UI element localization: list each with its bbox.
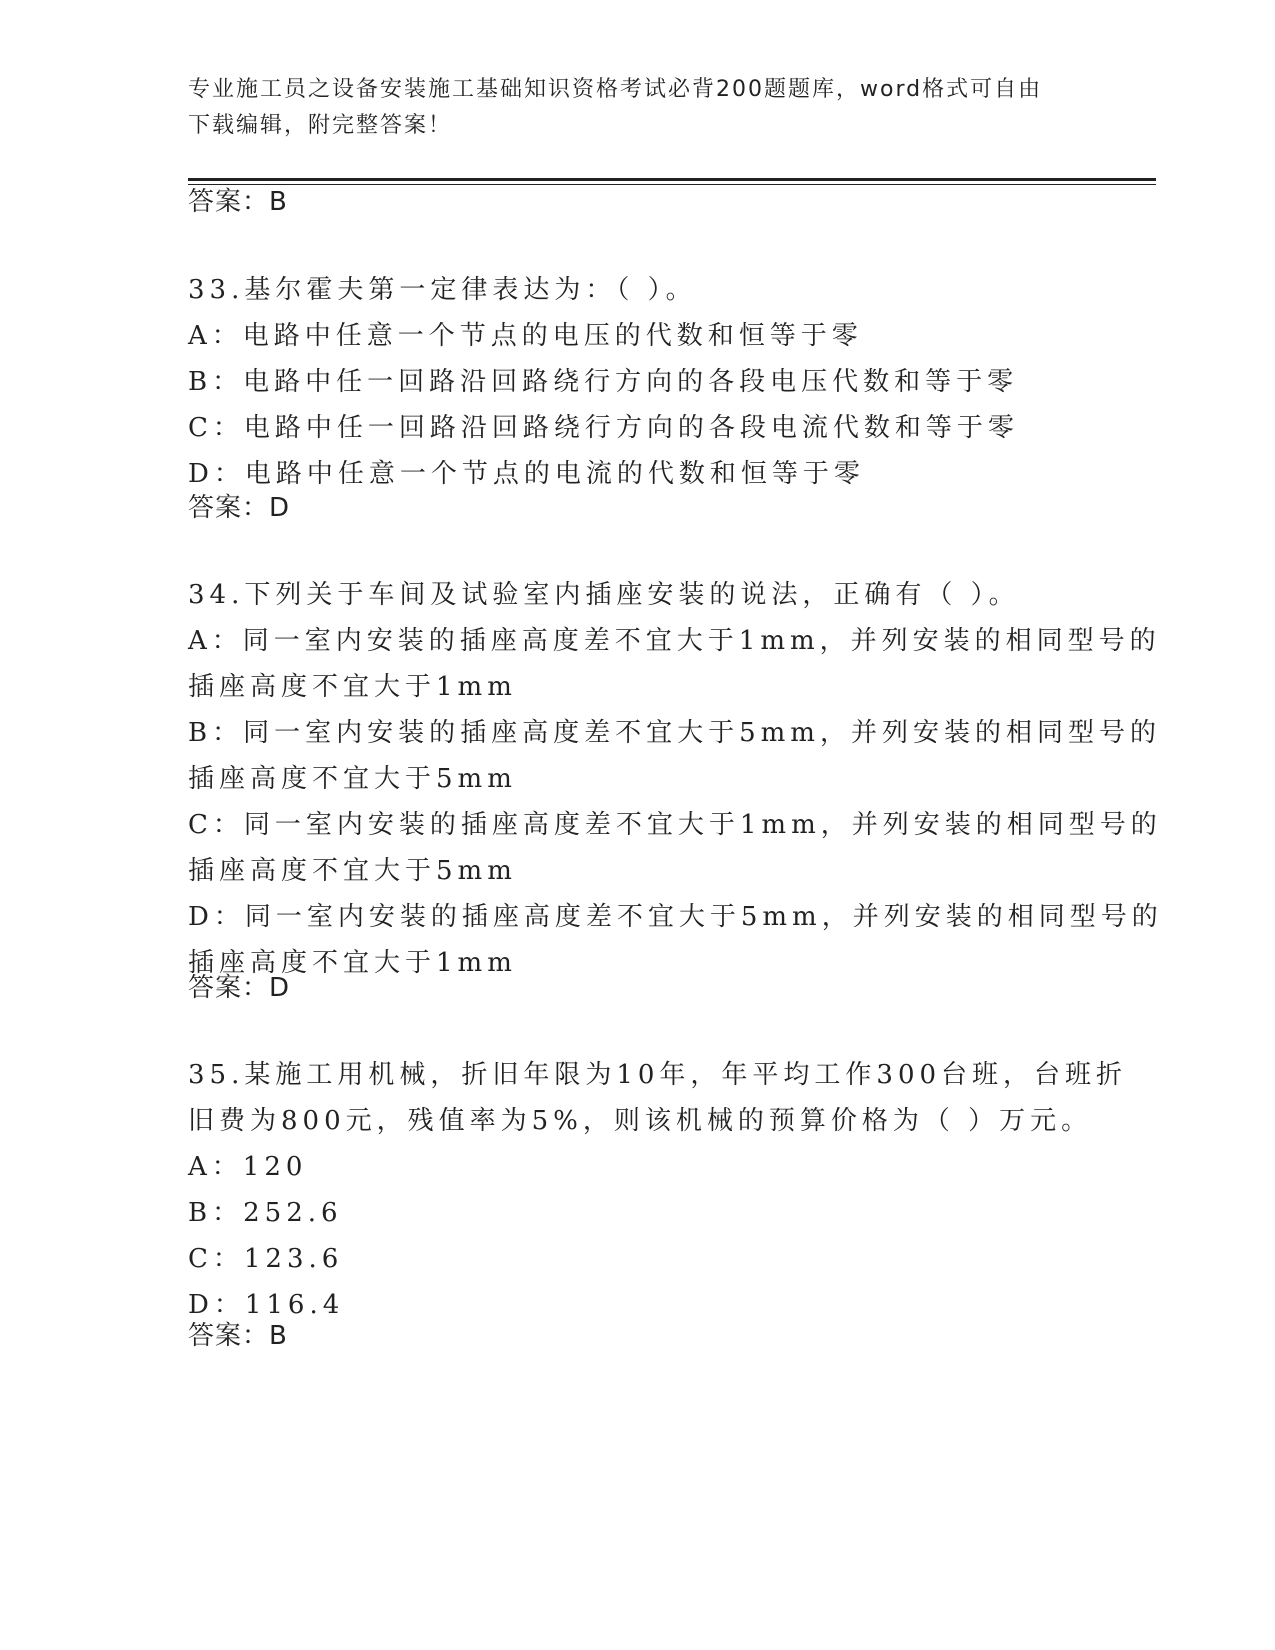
answer-33: 答案：D [188, 493, 291, 523]
option-d-line-2: 插座高度不宜大于1mm [188, 948, 517, 978]
question-stem-line-1: 35.某施工用机械，折旧年限为10年，年平均工作300台班，台班折 [188, 1060, 1128, 1090]
question-34 [188, 572, 1163, 986]
question-stem: 34.下列关于车间及试验室内插座安装的说法，正确有（ ）。 [188, 580, 1020, 610]
option-b: B：252.6 [188, 1198, 343, 1228]
option-a-line-1: A：同一室内安装的插座高度差不宜大于1mm，并列安装的相同型号的 [188, 626, 1161, 656]
option-b: B：电路中任一回路沿回路绕行方向的各段电压代数和等于零 [188, 367, 1019, 397]
option-b-line-1: B：同一室内安装的插座高度差不宜大于5mm，并列安装的相同型号的 [188, 718, 1161, 748]
option-d: D：116.4 [188, 1290, 345, 1320]
answer-35: 答案：B [188, 1321, 288, 1351]
option-a-line-2: 插座高度不宜大于1mm [188, 672, 517, 702]
option-c: C：123.6 [188, 1244, 344, 1274]
header-line-2: 下载编辑，附完整答案！ [188, 113, 453, 138]
option-c-line-1: C：同一室内安装的插座高度差不宜大于1mm，并列安装的相同型号的 [188, 810, 1162, 840]
question-35 [188, 1052, 1128, 1328]
option-d-line-1: D：同一室内安装的插座高度差不宜大于5mm，并列安装的相同型号的 [188, 902, 1163, 932]
header-divider-thin [188, 184, 1156, 185]
question-stem: 33.基尔霍夫第一定律表达为：（ ）。 [188, 275, 697, 305]
document-header [188, 72, 1068, 144]
option-c-line-2: 插座高度不宜大于5mm [188, 856, 517, 886]
question-stem-line-2: 旧费为800元，残值率为5%，则该机械的预算价格为（ ）万元。 [188, 1106, 1093, 1136]
option-d: D：电路中任意一个节点的电流的代数和恒等于零 [188, 459, 865, 489]
option-b-line-2: 插座高度不宜大于5mm [188, 764, 517, 794]
question-33 [188, 267, 1088, 497]
answer-34: 答案：D [188, 973, 291, 1003]
option-a: A：120 [188, 1152, 308, 1182]
previous-answer: 答案：B [188, 187, 288, 217]
option-a: A：电路中任意一个节点的电压的代数和恒等于零 [188, 321, 863, 351]
option-c: C：电路中任一回路沿回路绕行方向的各段电流代数和等于零 [188, 413, 1019, 443]
header-divider-thick [188, 178, 1156, 181]
header-line-1: 专业施工员之设备安装施工基础知识资格考试必背200题题库，word格式可自由 [188, 77, 1043, 102]
